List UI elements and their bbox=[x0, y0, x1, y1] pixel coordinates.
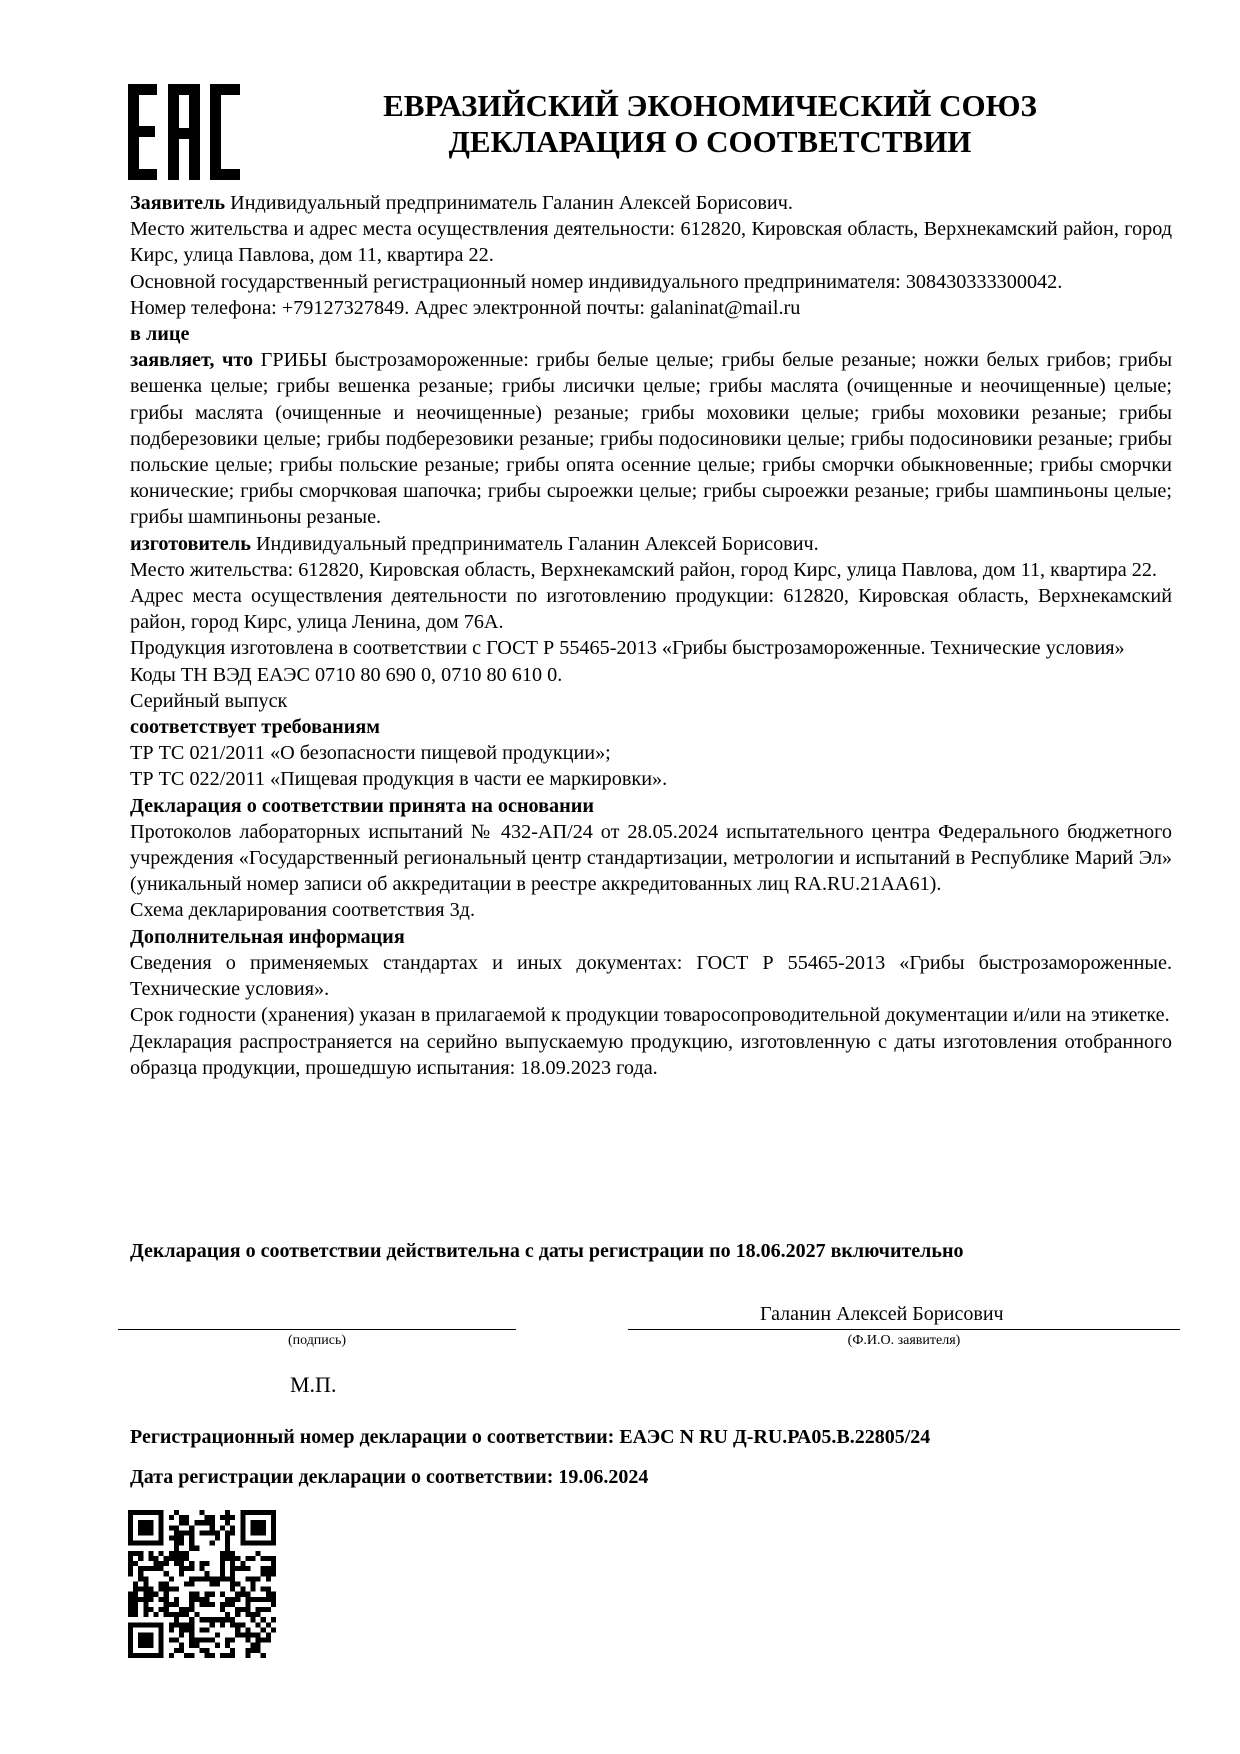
test-protocols: Протоколов лабораторных испытаний № 432-АП/24 от 28.05.2024 испытательного центра Федерального бюджетного учреждения «Государственный региональный центр стандартизации, метрологии и испытаний в Республике Марий Эл» (уникальный номер записи об аккредитации в реестре аккредитованных лиц RA.RU.21АА61). bbox=[130, 820, 1172, 896]
conformity-label: соответствует требованиям bbox=[130, 716, 381, 739]
signature-caption: (подпись) bbox=[287, 1333, 347, 1348]
name-line bbox=[628, 1329, 1180, 1330]
manufacturer-line bbox=[130, 531, 1172, 557]
name-caption: (Ф.И.О. заявителя) bbox=[847, 1333, 961, 1348]
title-union: ЕВРАЗИЙСКИЙ ЭКОНОМИЧЕСКИЙ СОЮЗ bbox=[383, 88, 1037, 123]
tech-regulation-1: ТР ТС 021/2011 «О безопасности пищевой продукции»; bbox=[130, 742, 611, 765]
declares-label: заявляет, что bbox=[130, 349, 254, 372]
applicant-ogrn: Основной государственный регистрационный номер индивидуального предпринимателя: 308430333300042. bbox=[130, 270, 1063, 293]
declares-paragraph bbox=[130, 347, 1172, 530]
tech-regulation-2: ТР ТС 022/2011 «Пищевая продукция в части ее маркировки». bbox=[130, 768, 668, 791]
applicant-residence: Место жительства и адрес места осуществления деятельности: 612820, Кировская область, Верхнекамский район, город Кирс, улица Павлова, дом 11, квартира 22. bbox=[130, 218, 1172, 267]
applied-standards: Сведения о применяемых стандартах и иных документах: ГОСТ Р 55465-2013 «Грибы быстрозамороженные. Технические условия». bbox=[130, 951, 1172, 1001]
signature-line bbox=[118, 1329, 516, 1330]
serial-production: Серийный выпуск bbox=[130, 689, 288, 712]
manufacturer-residence: Место жительства: 612820, Кировская область, Верхнекамский район, город Кирс, улица Павлова, дом 11, квартира 22. bbox=[130, 558, 1157, 581]
applicant-label: Заявитель bbox=[130, 192, 226, 214]
applicant-contacts: Номер телефона: +79127327849. Адрес электронной почты: galaninat@mail.ru bbox=[130, 296, 801, 319]
validity-statement: Декларация о соответствии действительна с даты регистрации по 18.06.2027 включительно bbox=[130, 1240, 964, 1262]
in-person-label: в лице bbox=[130, 323, 190, 346]
basis-label: Декларация о соответствии принята на основании bbox=[130, 794, 595, 817]
qr-code-icon bbox=[128, 1510, 276, 1658]
hs-codes: Коды ТН ВЭД ЕАЭС 0710 80 690 0, 0710 80 610 0. bbox=[130, 663, 563, 686]
declaration-scheme: Схема декларирования соответствия 3д. bbox=[130, 899, 475, 922]
manufacturer-name: Индивидуальный предприниматель Галанин Алексей Борисович. bbox=[250, 532, 819, 555]
manufacturer-label: изготовитель bbox=[130, 532, 251, 555]
product-standard: Продукция изготовлена в соответствии с ГОСТ Р 55465-2013 «Грибы быстрозамороженные. Технические условия» bbox=[130, 637, 1125, 660]
eac-logo-icon bbox=[128, 84, 240, 180]
declaration-scope: Декларация распространяется на серийно выпускаемую продукцию, изготовленную с даты изготовления отобранного образца продукции, прошедшую испытания: 18.09.2023 года. bbox=[130, 1030, 1172, 1079]
applicant-full-name: Галанин Алексей Борисович bbox=[760, 1303, 1004, 1325]
shelf-life: Срок годности (хранения) указан в прилагаемой к продукции товаросопроводительной документации и/или на этикетке. bbox=[130, 1004, 1170, 1027]
registration-date: Дата регистрации декларации о соответствии: 19.06.2024 bbox=[130, 1466, 649, 1488]
additional-info-label: Дополнительная информация bbox=[130, 925, 405, 948]
applicant-line bbox=[130, 190, 1172, 216]
title-declaration: ДЕКЛАРАЦИЯ О СООТВЕТСТВИИ bbox=[448, 124, 972, 159]
product-list: ГРИБЫ быстрозамороженные: грибы белые целые; грибы белые резаные; ножки белых грибов; грибы вешенка целые; грибы вешенка резаные; грибы лисички целые; грибы маслята (очищенные и неочищенные) целые; грибы маслята (очищенные и неочищенные) резаные; грибы моховики целые; грибы моховики резаные; грибы подберезовики целые; грибы подберезовики резаные; грибы подосиновики целые; грибы подосиновики резаные; грибы польские целые; грибы польские резаные; грибы опята осенние целые; грибы сморчки обыкновенные; грибы сморчки конические; грибы сморчковая шапочка; грибы сыроежки целые; грибы сыроежки резаные; грибы шампиньоны целые; грибы шампиньоны резаные. bbox=[130, 349, 1173, 529]
document-title bbox=[300, 88, 1120, 160]
stamp-place: М.П. bbox=[290, 1372, 337, 1397]
production-address: Адрес места осуществления деятельности по изготовлению продукции: 612820, Кировская область, Верхнекамский район, город Кирс, улица Ленина, дом 76А. bbox=[130, 585, 1172, 634]
applicant-name: Индивидуальный предприниматель Галанин Алексей Борисович. bbox=[225, 192, 793, 214]
declaration-body bbox=[130, 190, 1172, 1081]
registration-number: Регистрационный номер декларации о соответствии: ЕАЭС N RU Д-RU.РА05.В.22805/24 bbox=[130, 1426, 931, 1448]
